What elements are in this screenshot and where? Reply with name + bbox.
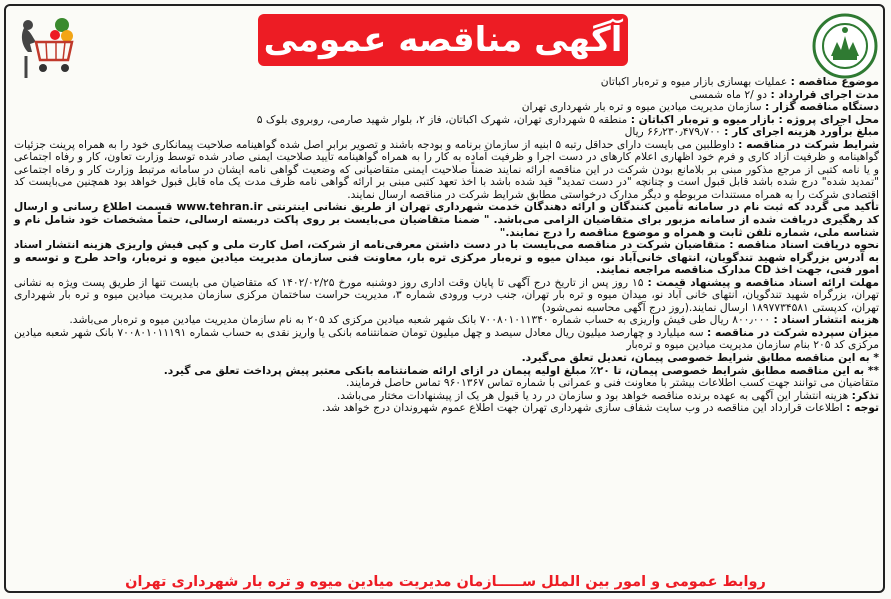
tehran-municipality-logo-icon xyxy=(811,12,879,80)
attention-line xyxy=(14,402,879,415)
fee-value: ۸۰۰٫۰۰۰ ریال طی فیش واریزی به حساب شماره ۷۰۰۸۰۱۰۱۱۳۴۰ بانک شهر شعبه میادین مرکزی کد ۲۰۵ به نام سازمان مدیریت میادین میوه و تره‌بار می‌باشد. xyxy=(69,313,771,327)
conditions-value: داوطلبین می بایست دارای حداقل رتبه ۵ ابنیه از سازمان برنامه و بودجه باشند و تصویر برابر اصل شده گواهینامه صلاحیت پیمانکاری خود را به همراه پرینت جزئیات گواهینامه و ظرفیت آزاد کاری و فرم خود اظهاری اعلام کارهای در دست اجرا و ظرفیت آماده به کار را به همراه گواهینامه تأیید صلاحیت ایمنی صادر شده توسط وزارت تعاون، کار و رفاه اجتماعی و یا نامه کتبی از مرجع مذکور مبنی بر بلامانع بودن شرکت در این مناقصه ارائه نمایند ضمناً صلاحیت ایمنی متقاضیانی که وضعیت گواهی نامه ایشان در سامانه مرتبط وزارت کار و رفاه اجتماعی "تمدید شده" درج شده باشد قابل قبول است و چنانچه "در دست تمدید" قید شده باشد با اخذ تعهد کتبی مبنی بر ارائه گواهی نامه ظرف مدت یک ماه قابل قبول خواهد بود همچنین می‌بایست کد اقتصادی شرکت را به همراه مستندات مربوطه و دیگر مدارک درخواستی مطابق شرایط شرکت در مناقصه ارسال نمایند. xyxy=(14,137,879,201)
notice-value: هزینه انتشار این آگهی به عهده برنده مناقصه خواهد بود و سازمان در رد یا قبول هر یک از پیشنهادات مختار می‌باشد. xyxy=(336,388,849,402)
fee-label: هزینه انتشار اسناد : xyxy=(773,313,879,327)
page-title: آگهی مناقصه عمومی xyxy=(258,14,628,66)
notice-label: تذکر: xyxy=(851,388,879,402)
contact-line: متقاضیان می توانند جهت کسب اطلاعات بیشتر با معاونت فنی و عمرانی با شماره تماس ۹۶۰۱۳۶۷ تماس حاصل فرمایند. xyxy=(345,376,879,390)
emphasis-text-1: تأکید می گردد که ثبت نام در سامانه تأمین کنندگان و ارائه دهندگان خدمت شهرداری تهران از طریق نشانی اینترنتی xyxy=(266,200,879,214)
attention-label: توجه : xyxy=(846,401,879,415)
tender-body xyxy=(14,76,879,415)
organizer-value: سازمان مدیریت میادین میوه و تره بار شهرداری تهران xyxy=(521,100,762,114)
emphasis-paragraph xyxy=(14,201,879,239)
estimate-value: ۶۶٫۲۳۰٫۴۷۹٫۷۰۰ ریال xyxy=(624,125,721,139)
deposit-value: سه میلیارد و چهارصد میلیون ریال معادل سیصد و چهل میلیون تومان ضمانتنامه بانکی یا واریز نقدی به حساب شماره ۷۰۰۸۰۱۰۱۱۱۹۱ بانک شهر شعبه میادین مرکزی کد ۲۰۵ بنام سازمان مدیریت میادین میوه و تره‌بار xyxy=(14,325,879,352)
estimate-label: مبلغ برآورد هزینه اجرای کار : xyxy=(724,125,879,139)
organizer-label: دستگاه مناقصه گزار : xyxy=(764,100,879,114)
deadline-paragraph xyxy=(14,277,879,315)
documents-label: نحوه دریافت اسناد مناقصه : xyxy=(729,238,879,252)
shopping-cart-icon xyxy=(16,16,78,80)
location-label: محل اجرای پروژه : بازار میوه و تره‌بار اکباتان : xyxy=(630,112,879,126)
emphasis-text-2: قسمت اطلاع رسانی و ارسال کد رهگیری دریافت شده از سامانه مزبور برای متقاضیان الزامی می‌باشد. " ضمنا متقاضیان می‌بایست بر روی پاکت دربسته ارسالی، حتماً مشخصات خود شامل نام و شناسه ملی، شماره تلفن ثابت و همراه و موضوع مناقصه را درج نمایند." xyxy=(14,200,879,239)
deposit-paragraph xyxy=(14,327,879,352)
conditions-label: شرایط شرکت در مناقصه : xyxy=(738,137,879,151)
deposit-label: میزان سپرده شرکت در مناقصه : xyxy=(707,325,880,339)
duration-value: دو /۲ ماه شمسی xyxy=(689,87,768,101)
prepayment-note: ** به این مناقصه مطابق شرایط خصوصی پیمان، تا ۲۰٪ مبلغ اولیه پیمان در ازای ارائه ضمانتنامه بانکی معتبر پیش پرداخت تعلق می گیرد. xyxy=(163,363,879,377)
adjustment-note: * به این مناقصه مطابق شرایط خصوصی پیمان، تعدیل تعلق می‌گیرد. xyxy=(521,351,879,365)
subject-label: موضوع مناقصه : xyxy=(790,75,879,88)
location-value: منطقه ۵ شهرداری تهران، شهرک اکباتان، فاز ۲، بلوار شهید صارمی، روبروی بلوک ۵ xyxy=(256,112,628,126)
documents-paragraph xyxy=(14,239,879,277)
conditions-paragraph xyxy=(14,139,879,202)
website-link[interactable]: www.tehran.ir xyxy=(176,200,263,214)
duration-label: مدت اجرای قرارداد : xyxy=(770,87,879,101)
attention-value: اطلاعات قرارداد این مناقصه در وب سایت شفاف سازی شهرداری تهران جهت اطلاع عموم شهروندان درج خواهد شد. xyxy=(322,401,843,415)
deadline-value: ۱۵ روز پس از تاریخ درج آگهی تا پایان وقت اداری روز دوشنبه مورخ ۱۴۰۲/۰۲/۲۵ که متقاضیان می بایست تنها از طریق پست ویژه به نشانی تهران، بزرگراه شهید تندگویان، انتهای خانی آباد نو، میدان میوه و تره بار تهران، جنب درب ورودی شماره ۳، مدیریت حراست ساختمان مرکزی سازمان مدیریت میادین میوه و تره بار شهرداری تهران، کدپستی ۱۸۹۷۷۳۴۵۸۱ ارسال نمایند.(روز درج آگهی محاسبه نمی‌شود) xyxy=(14,275,879,314)
documents-value: متقاضیان شرکت در مناقصه می‌بایست با در دست داشتن معرفی‌نامه از شرکت، اصل کارت ملی و کپی فیش واریزی هزینه انتشار اسناد به آدرس بزرگراه شهید تندگویان، انتهای خانی‌آباد نو، میدان میوه و تره‌بار مرکزی تره بار، معاونت فنی سازمان مدیریت میادین میوه و تره‌بار، واحد طرح و توسعه و امور فنی، جهت اخذ CD مدارک مناقصه مراجعه نمایند. xyxy=(14,238,879,277)
deadline-label: مهلت ارائه اسناد مناقصه و پیشنهاد قیمت : xyxy=(647,275,879,289)
footer-publisher: روابط عمومی و امور بین الملل ســـــازمان مدیریت میادین میوه و تره بار شهرداری تهران xyxy=(125,574,766,590)
subject-value: عملیات بهسازی بازار میوه و تره‌بار اکباتان xyxy=(600,75,788,88)
